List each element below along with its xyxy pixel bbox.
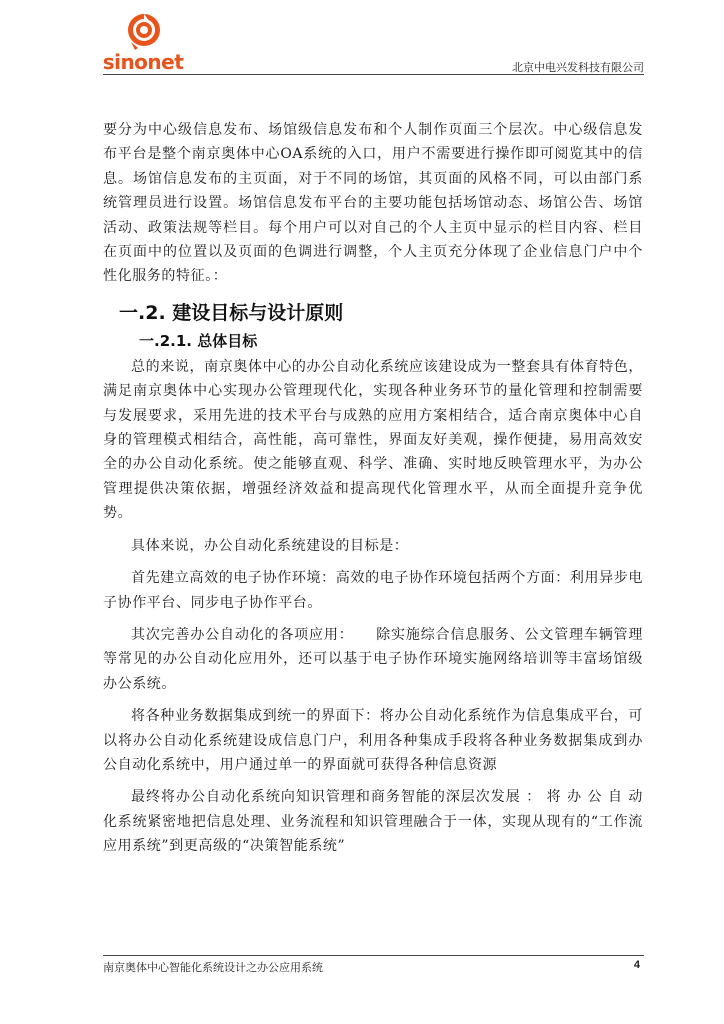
subsection-heading: 一.2.1. 总体目标 [139, 331, 258, 350]
page-number: 4 [633, 959, 640, 971]
logo-wordmark: sinonet [102, 50, 184, 74]
company-name: 北京中电兴发科技有限公司 [512, 62, 644, 74]
footer-document-title: 南京奥体中心智能化系统设计之办公应用系统 [103, 962, 323, 974]
header-divider [103, 74, 644, 75]
footer-divider [103, 955, 644, 956]
body-paragraph: 总的来说，南京奥体中心的办公自动化系统应该建设成为一整套具有体育特色，满足南京奥体中心实现办公管理现代化，实现各种业务环节的量化管理和控制需要与发展要求，采用先进的技术平台与成熟的应用方案相结合，适合南京奥体中心自身的管理模式相结合，高性能，高可靠性，界面友好美观，操作便捷，易用高效安全的办公自动化系统。使之能够直观、科学、准确、实时地反映管理水平，为办公管理提供决策依据，增强经济效益和提高现代化管理水平，从而全面提升竞争优势。 [103, 358, 643, 522]
body-paragraph: 其次完善办公自动化的各项应用： 除实施综合信息服务、公文管理车辆管理等常见的办公自动化应用外，还可以基于电子协作环境实施网络培训等丰富场馆级办公系统。 [103, 626, 643, 692]
body-paragraph: 首先建立高效的电子协作环境：高效的电子协作环境包括两个方面：利用异步电子协作平台、同步电子协作平台。 [103, 570, 643, 611]
body-paragraph: 具体来说，办公自动化系统建设的目标是： [131, 537, 409, 554]
section-heading: 一.2. 建设目标与设计原则 [119, 301, 344, 324]
company-logo [98, 12, 188, 74]
document-body [103, 118, 643, 859]
body-paragraph: 将各种业务数据集成到统一的界面下：将办公自动化系统作为信息集成平台，可以将办公自动化系统建设成信息门户，利用各种集成手段将各种业务数据集成到办公自动化系统中，用户通过单一的界面就可获得各种信息资源 [103, 708, 643, 773]
body-paragraph: 最终将办公自动化系统向知识管理和商务智能的深层次发展 ： 将 办 公 自 动化系统紧密地把信息处理、业务流程和知识管理融合于一体，实现从现有的“工作流应用系统”到更高级的“决策智能系统” [103, 789, 643, 855]
spiral-logo-icon [126, 12, 162, 50]
intro-paragraph: 要分为中心级信息发布、场馆级信息发布和个人制作页面三个层次。中心级信息发布平台是整个南京奥体中心OA系统的入口，用户不需要进行操作即可阅览其中的信息。场馆信息发布的主页面，对于不同的场馆，其页面的风格不同，可以由部门系统管理员进行设置。场馆信息发布平台的主要功能包括场馆动态、场馆公告、场馆活动、政策法规等栏目。每个用户可以对自己的个人主页中显示的栏目内容、栏目在页面中的位置以及页面的色调进行调整，个人主页充分体现了企业信息门户中个性化服务的特征。： [103, 122, 643, 285]
